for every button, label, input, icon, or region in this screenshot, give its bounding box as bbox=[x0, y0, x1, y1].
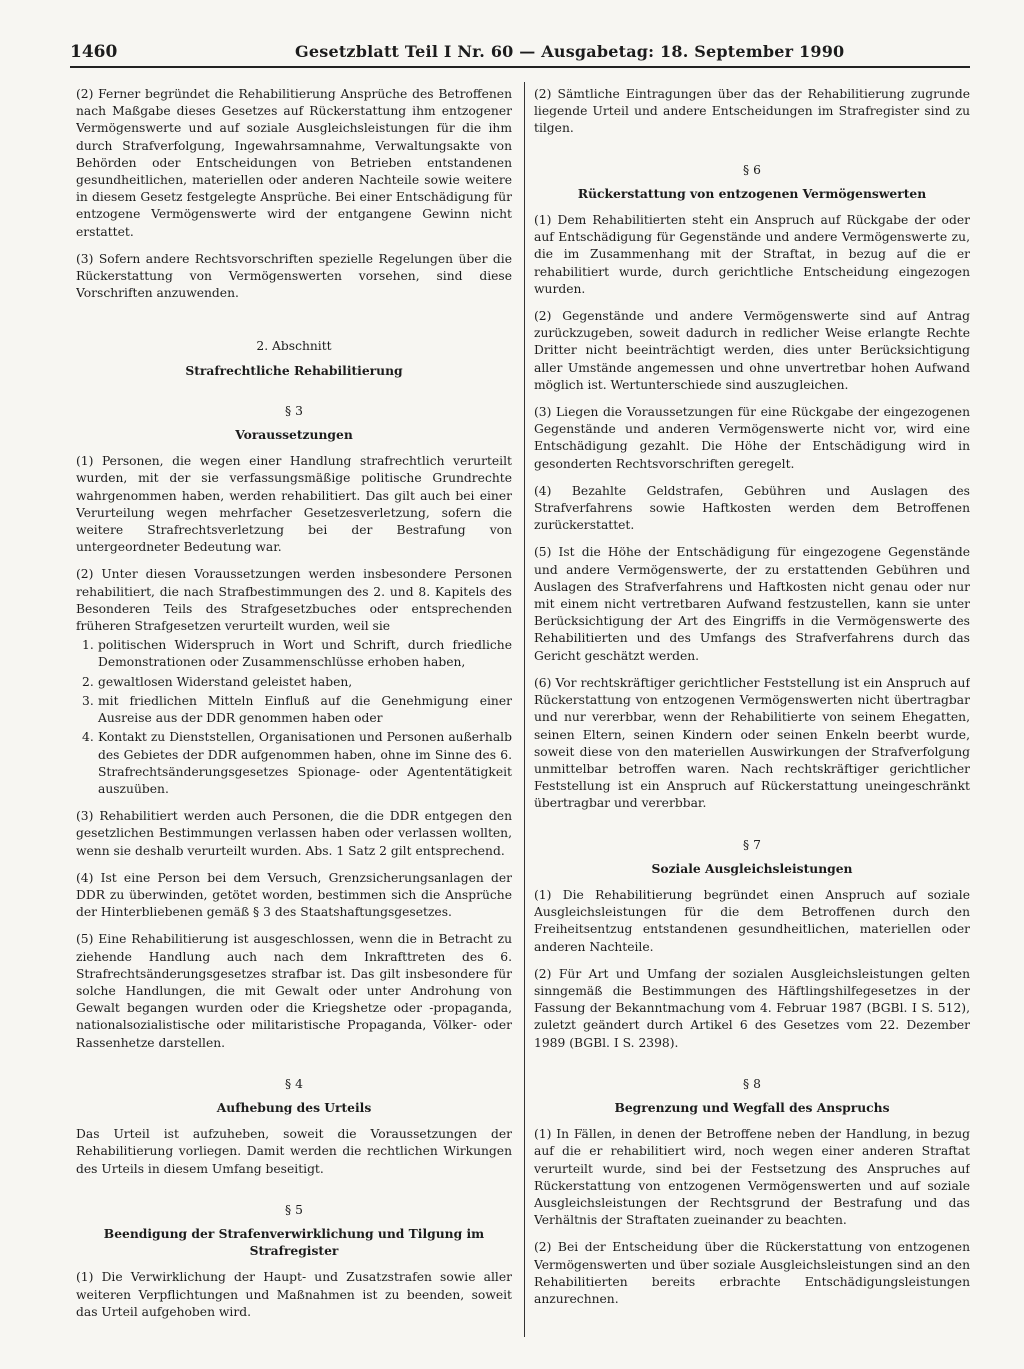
paragraph: (2) Gegenstände und andere Vermögenswerte sind auf Antrag zurückzugeben, soweit dadurch in redlicher Weise erlangte Rechte Dritter nicht beeinträchtigt werden, dies unter Berücksichtigung aller Umstände angemessen und ohne unvertretbar hohen Aufwand möglich ist. Wertunterschiede sind auszugleichen. bbox=[534, 309, 970, 392]
section-number: § 8 bbox=[743, 1076, 761, 1091]
section-number: § 3 bbox=[285, 403, 303, 418]
list-item: 4. Kontakt zu Dienststellen, Organisationen und Personen außerhalb des Gebietes der DDR aufgenommen haben, ohne im Sinne des 6. Strafrechtsänderungsgesetzes Spionage- oder Agententätigkeit auszuüben. bbox=[82, 730, 512, 796]
paragraph: (1) Die Verwirklichung der Haupt- und Zusatzstrafen sowie aller weiteren Verpflichtungen und Maßnahmen ist zu beenden, soweit das Urteil aufgehoben wird. bbox=[76, 1270, 512, 1319]
paragraph: (5) Ist die Höhe der Entschädigung für eingezogene Gegenstände und andere Vermögenswerte, der zu erstattenden Gebühren und Auslagen des Strafverfahrens und Haftkosten nicht genau oder nur mit einem nicht vertretbaren Aufwand festzustellen, kann sie unter Berücksichtigung der Art des Eingriffs in die Vermögenswerte des Rehabilitierten und des Umfangs des Strafverfahrens durch das Gericht geschätzt werden. bbox=[534, 545, 970, 663]
section-number: § 4 bbox=[285, 1076, 303, 1091]
paragraph: (3) Rehabilitiert werden auch Personen, die die DDR entgegen den gesetzlichen Bestimmungen verlassen haben oder verlassen wollten, wenn sie deshalb verurteilt wurden. Abs. 1 Satz 2 gilt entsprechend. bbox=[76, 809, 512, 858]
section-number: § 5 bbox=[285, 1202, 303, 1217]
enumeration bbox=[76, 637, 512, 798]
paragraph: (2) Für Art und Umfang der sozialen Ausgleichsleistungen gelten sinngemäß die Bestimmungen des Häftlingshilfegesetzes in der Fassung der Bekanntmachung vom 4. Februar 1987 (BGBl. I S. 512), zuletzt geändert durch Artikel 6 des Gesetzes vom 22. Dezember 1989 (BGBl. I S. 2398). bbox=[534, 966, 970, 1050]
paragraph: (6) Vor rechtskräftiger gerichtlicher Feststellung ist ein Anspruch auf Rückerstattung von entzogenen Vermögenswerten nicht übertragbar und nur vererbbar, wenn der Rehabilitierte von seinem Ehegatten, seinen Eltern, seinen Kindern oder seinen Enkeln beerbt wurde, soweit diese von den materiellen Auswirkungen der Strafverfolgung unmittelbar betroffen waren. Nach rechtskräftiger gerichtlicher Feststellung ist ein Anspruch auf Rückerstattung uneingeschränkt übertragbar und vererbbar. bbox=[534, 675, 970, 811]
page-header bbox=[70, 42, 970, 68]
paragraph: (3) Liegen die Voraussetzungen für eine Rückgabe der eingezogenen Gegenstände und anderen Vermögenswerte nicht vor, wird eine Entschädigung gezahlt. Die Höhe der Entschädigung wird in gesonderten Rechtsvorschriften geregelt. bbox=[534, 405, 970, 471]
section-title: Aufhebung des Urteils bbox=[216, 1099, 372, 1115]
paragraph: (1) Personen, die wegen einer Handlung strafrechtlich verurteilt wurden, mit der sie verfassungsmäßige politische Grundrechte wahrgenommen haben, werden rehabilitiert. Das gilt auch bei einer Verurteilung wegen mehrfacher Gesetzesverletzung, sofern die weitere Strafrechtsverletzung bei der Bestrafung von untergeordneter Bedeutung war. bbox=[76, 454, 512, 555]
section-title: Voraussetzungen bbox=[235, 427, 353, 443]
paragraph: (4) Bezahlte Geldstrafen, Gebühren und Auslagen des Strafverfahrens sowie Haftkosten werden dem Betroffenen zurückerstattet. bbox=[534, 483, 970, 533]
paragraph: (2) Unter diesen Voraussetzungen werden insbesondere Personen rehabilitiert, die nach Strafbestimmungen des 2. und 8. Kapitels des Besonderen Teils des Strafgesetzbuches oder entsprechenden früheren Strafgesetzen verurteilt wurden, weil sie bbox=[76, 567, 512, 634]
section-title: Beendigung der Strafenverwirklichung und Tilgung im Strafregister bbox=[103, 1225, 485, 1259]
right-column bbox=[534, 86, 970, 1356]
paragraph: (1) Die Rehabilitierung begründet einen Anspruch auf soziale Ausgleichsleistungen für die dem Betroffenen durch den Freiheitsentzug entstandenen gesundheitlichen, materiellen oder anderen Nachteile. bbox=[534, 887, 970, 954]
paragraph: (5) Eine Rehabilitierung ist ausgeschlossen, wenn die in Betracht zu ziehende Handlung auch nach dem Inkrafttreten des 6. Strafrechtsänderungsgesetzes strafbar ist. Das gilt insbesondere für solche Handlungen, die mit Gewalt oder unter Androhung von Gewalt begangen wurden oder die Kriegshetze oder -propaganda, nationalsozialistische oder militaristische Propaganda, Völker- oder Rassenhetze darstellen. bbox=[76, 932, 512, 1050]
section-number: § 7 bbox=[743, 837, 761, 852]
list-item: 3. mit friedlichen Mitteln Einfluß auf die Genehmigung einer Ausreise aus der DDR genommen haben oder bbox=[82, 693, 512, 726]
list-item: 1. politischen Widerspruch in Wort und Schrift, durch friedliche Demonstrationen oder Zusammenschlüsse erhoben haben, bbox=[82, 638, 512, 670]
chapter-title: Strafrechtliche Rehabilitierung bbox=[185, 362, 403, 378]
column-divider bbox=[524, 82, 525, 1337]
paragraph: (1) In Fällen, in denen der Betroffene neben der Handlung, in bezug auf die er rehabilitiert wird, noch wegen einer anderen Straftat verurteilt wurde, sind bei der Festsetzung des Anspruches auf Rückerstattung von entzogenen Vermögenswerten und auf soziale Ausgleichsleistungen der Rechtsgrund der Bestrafung und das Verhältnis der Straftaten zueinander zu beachten. bbox=[534, 1127, 970, 1228]
paragraph: (2) Ferner begründet die Rehabilitierung Ansprüche des Betroffenen nach Maßgabe dieses Gesetzes auf Rückerstattung ihm entzogener Vermögenswerte und auf soziale Ausgleichsleistungen für die ihm durch Strafverfolgung, Ingewahrsamnahme, Verwaltungsakte von Behörden oder Entscheidungen von Betrieben entstandenen gesundheitlichen, materiellen oder anderen Nachteile sowie weitere in diesem Gesetz festgelegte Ansprüche. Bei einer Entschädigung für entzogene Vermögenswerte wird der entgangene Gewinn nicht erstattet. bbox=[76, 87, 512, 239]
section-title: Soziale Ausgleichsleistungen bbox=[651, 860, 853, 876]
paragraph: (1) Dem Rehabilitierten steht ein Anspruch auf Rückgabe der oder auf Entschädigung für Gegenstände und andere Vermögenswerte zu, die im Zusammenhang mit der Straftat, in bezug auf die er rehabilitiert wurde, durch gerichtliche Entscheidung eingezogen wurden. bbox=[534, 213, 970, 296]
paragraph: (3) Sofern andere Rechtsvorschriften spezielle Regelungen über die Rückerstattung von Vermögenswerten vorsehen, sind diese Vorschriften anzuwenden. bbox=[76, 251, 512, 301]
paragraph: Das Urteil ist aufzuheben, soweit die Voraussetzungen der Rehabilitierung vorliegen. Damit werden die rechtlichen Wirkungen des Urteils in diesem Umfang beseitigt. bbox=[76, 1127, 512, 1176]
list-item: 2. gewaltlosen Widerstand geleistet haben, bbox=[82, 674, 353, 689]
chapter-number: 2. Abschnitt bbox=[256, 339, 332, 354]
left-column bbox=[76, 86, 512, 1356]
paragraph: (4) Ist eine Person bei dem Versuch, Grenzsicherungsanlagen der DDR zu überwinden, getötet worden, bestimmen sich die Ansprüche der Hinterbliebenen gemäß § 3 des Staatshaftungsgesetzes. bbox=[76, 870, 512, 920]
section-number: § 6 bbox=[743, 162, 761, 177]
page-number: 1460 bbox=[70, 42, 118, 62]
section-title: Rückerstattung von entzogenen Vermögenswerten bbox=[577, 185, 927, 201]
paragraph: (2) Sämtliche Eintragungen über das der Rehabilitierung zugrunde liegende Urteil und andere Entscheidungen im Strafregister sind zu tilgen. bbox=[534, 87, 970, 136]
section-title: Begrenzung und Wegfall des Anspruchs bbox=[614, 1099, 890, 1115]
header-title: Gesetzblatt Teil I Nr. 60 — Ausgabetag: 18. September 1990 bbox=[295, 42, 845, 61]
paragraph: (2) Bei der Entscheidung über die Rückerstattung von entzogenen Vermögenswerten und über soziale Ausgleichsleistungen sind an den Rehabilitierten bereits erbrachte Entschädigungsleistungen anzurechnen. bbox=[534, 1240, 970, 1306]
